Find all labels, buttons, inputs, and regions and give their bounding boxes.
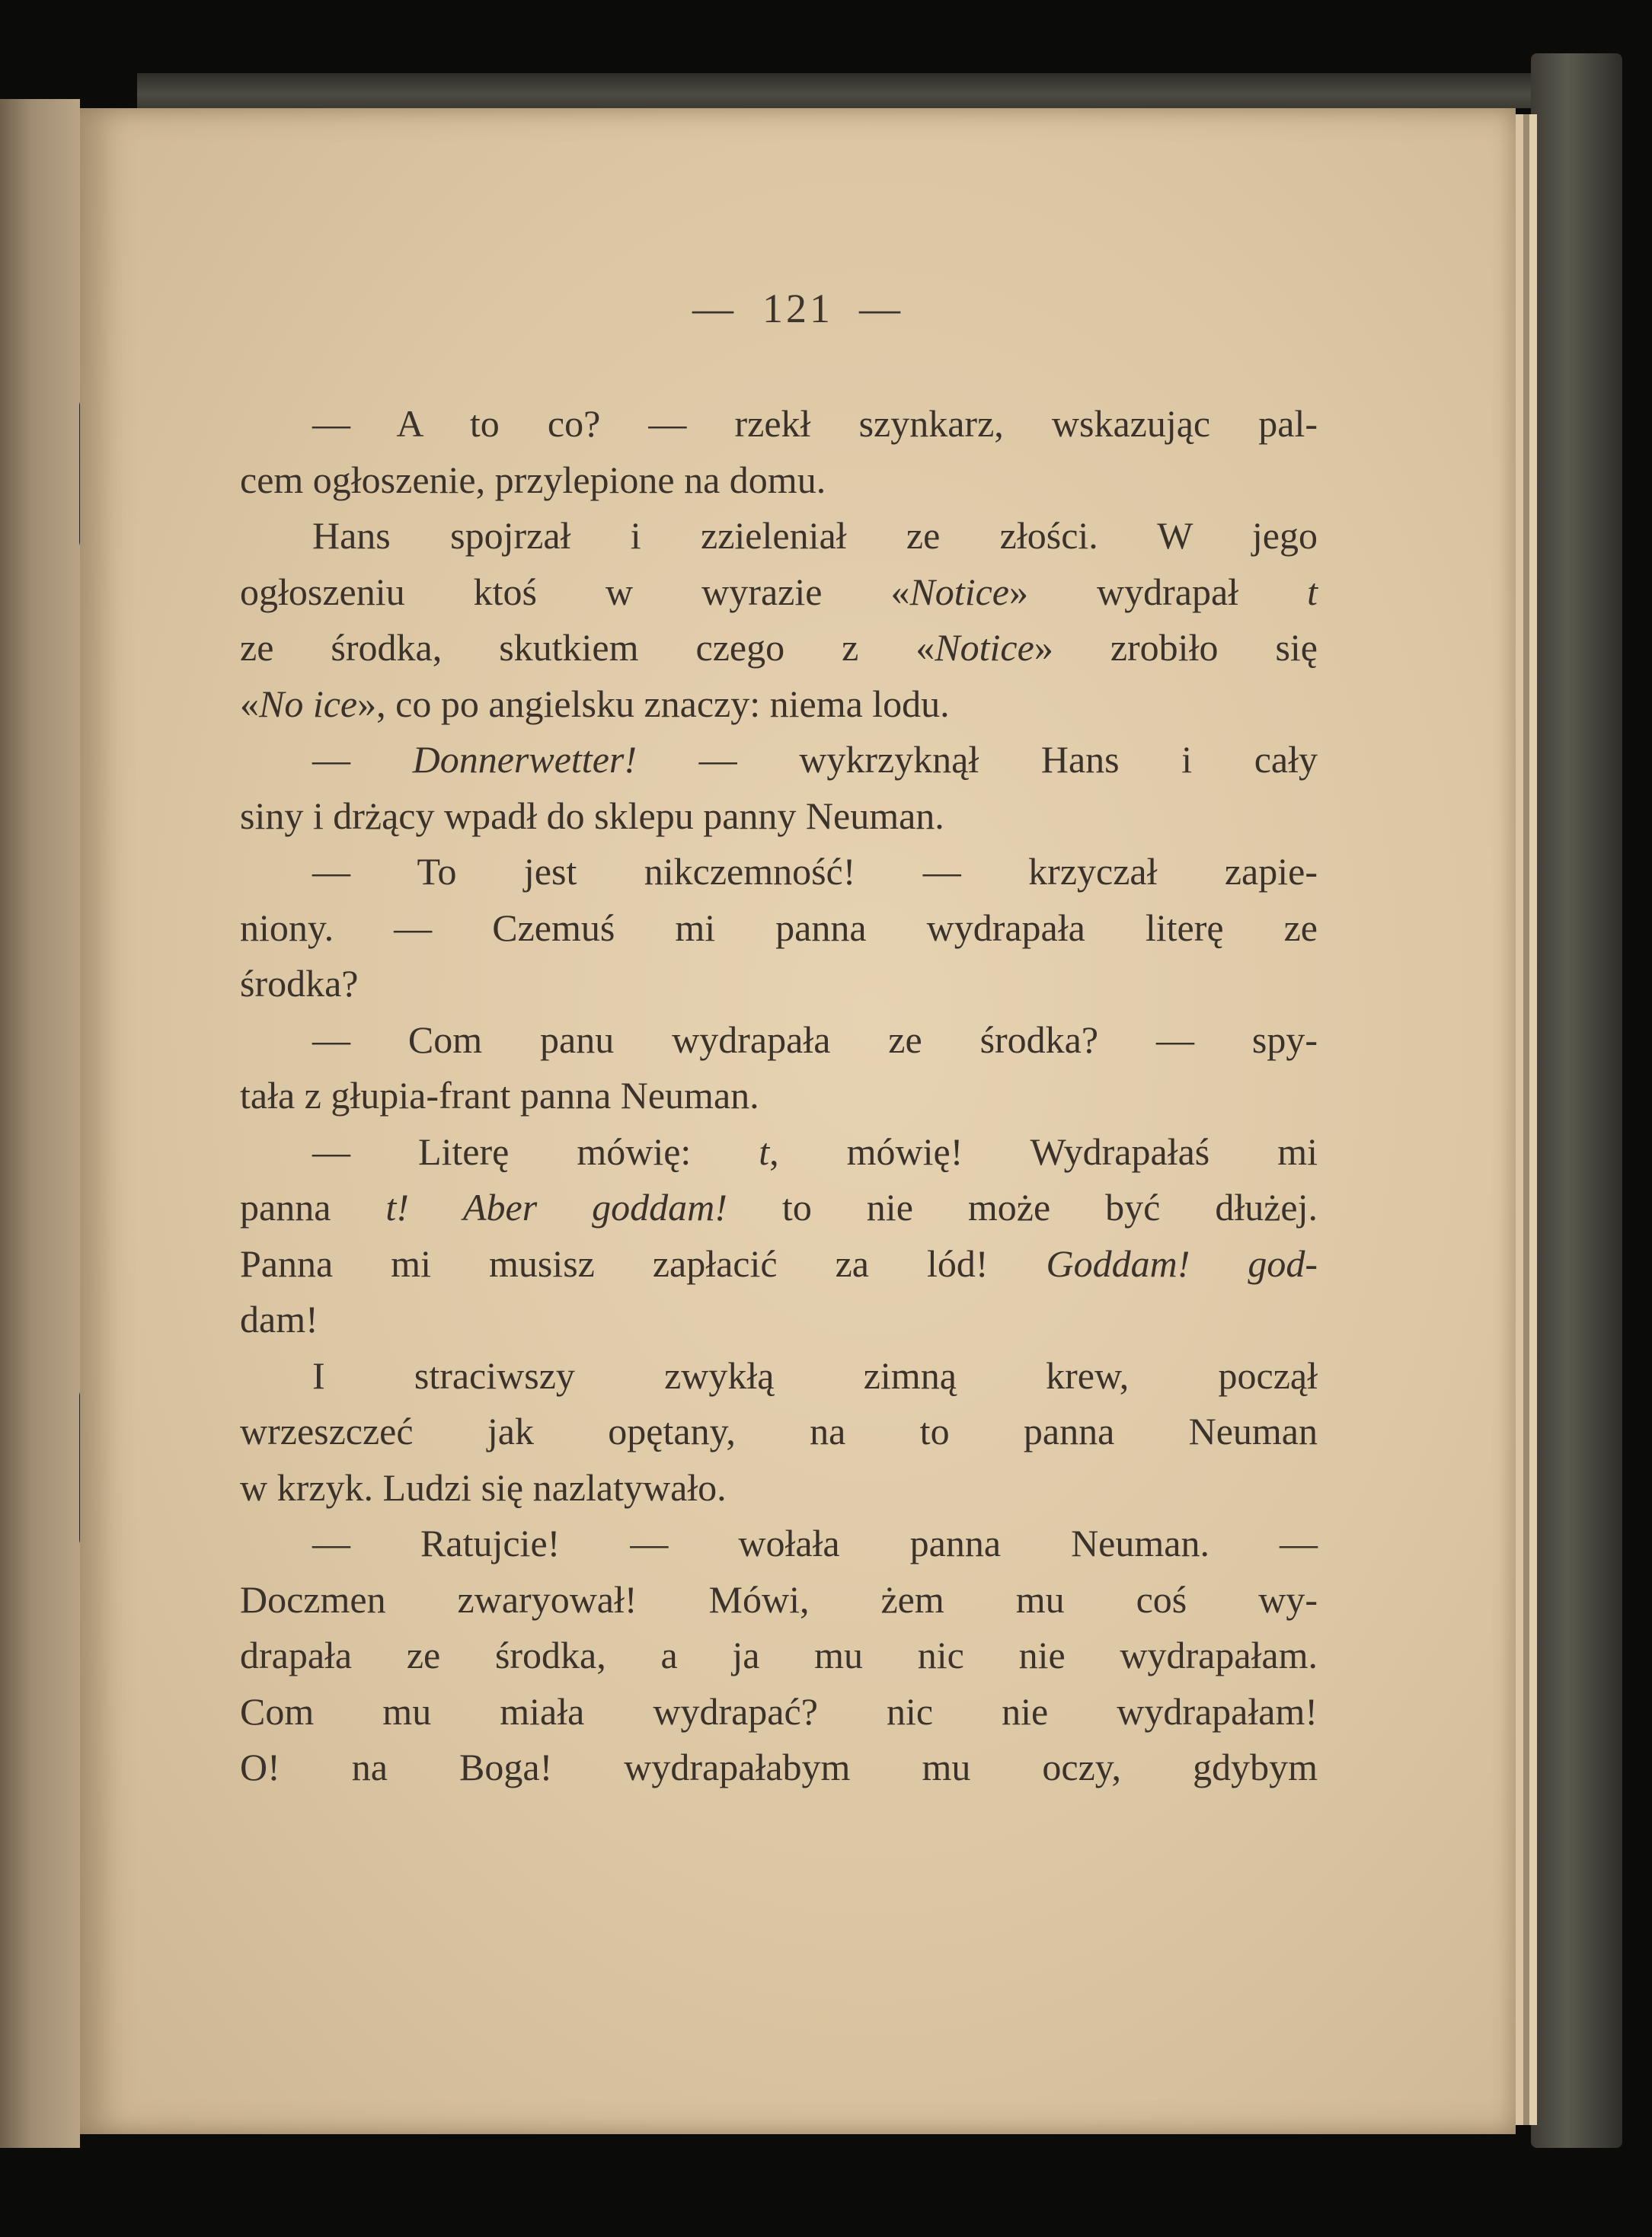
- text-run: — Ratujcie! — wołała panna Neuman. —: [312, 1522, 1318, 1564]
- text-line: [240, 956, 1318, 1012]
- text-run: — Com panu wydrapała ze środka? — spy-: [312, 1018, 1318, 1061]
- emphasized-text: Goddam! god-: [1046, 1242, 1318, 1285]
- text-line: [240, 1572, 1318, 1628]
- text-line: [240, 1180, 1318, 1236]
- text-line: [240, 1348, 1318, 1405]
- text-line: [240, 844, 1318, 900]
- text-run: » zrobiło się: [1034, 626, 1318, 669]
- text-run: » wydrapał: [1008, 570, 1308, 613]
- text-line: [240, 1236, 1318, 1293]
- book-cover-top-edge: [137, 73, 1584, 108]
- previous-page-edge: [0, 99, 80, 2148]
- text-line: [240, 1124, 1318, 1181]
- text-line: [240, 1404, 1318, 1460]
- text-run: dam!: [240, 1298, 318, 1341]
- text-run: , mówię! Wydrapałaś mi: [769, 1130, 1318, 1173]
- text-run: —: [312, 738, 413, 781]
- text-run: Com mu miała wydrapać? nic nie wydrapałam!: [240, 1689, 1318, 1733]
- page-number-dash-left: —: [692, 286, 737, 331]
- text-run: — A to co? — rzekł szynkarz, wskazując pal-: [312, 402, 1318, 445]
- text-line: [240, 1012, 1318, 1069]
- book-page: [80, 108, 1516, 2134]
- text-run: Panna mi musisz zapłacić za lód!: [240, 1242, 1046, 1285]
- text-run: wrzeszczeć jak opętany, na to panna Neuman: [240, 1410, 1318, 1452]
- text-line: [240, 788, 1318, 845]
- page-number-dash-right: —: [859, 286, 903, 331]
- text-run: — wykrzyknął Hans i cały: [637, 738, 1318, 781]
- text-line: [240, 676, 1318, 733]
- text-run: ogłoszeniu ktoś w wyrazie «: [240, 570, 910, 613]
- text-run: w krzyk. Ludzi się nazlatywało.: [240, 1465, 727, 1509]
- text-line: [240, 564, 1318, 621]
- emphasized-text: No ice: [259, 682, 358, 725]
- text-run: środka?: [240, 962, 359, 1005]
- text-run: Doczmen zwaryował! Mówi, żem mu coś wy-: [240, 1577, 1318, 1621]
- text-line: [240, 396, 1318, 452]
- text-run: — Literę mówię:: [312, 1130, 759, 1173]
- text-line: [240, 1516, 1318, 1572]
- text-run: niony. — Czemuś mi panna wydrapała literę ze: [240, 906, 1318, 949]
- emphasized-text: Donnerwetter!: [412, 738, 637, 781]
- text-run: tała z głupia-frant panna Neuman.: [240, 1074, 759, 1117]
- text-line: [240, 1740, 1318, 1796]
- page-number-value: 121: [762, 286, 833, 331]
- text-run: to nie może być dłużej.: [727, 1186, 1318, 1229]
- emphasized-text: t: [1307, 570, 1318, 613]
- text-run: I straciwszy zwykłą zimną krew, począł: [312, 1353, 1318, 1397]
- text-line: [240, 620, 1318, 676]
- emphasized-text: t: [759, 1130, 770, 1173]
- page-stack-edge: [1516, 114, 1523, 2125]
- text-run: ze środka, skutkiem czego z «: [240, 626, 935, 669]
- page-stack-edge: [1529, 114, 1537, 2125]
- text-line: [240, 508, 1318, 564]
- text-line: [240, 1292, 1318, 1348]
- text-run: », co po angielsku znaczy: niema lodu.: [357, 682, 950, 725]
- text-run: panna: [240, 1186, 386, 1229]
- text-line: [240, 1068, 1318, 1124]
- text-run: drapała ze środka, a ja mu nic nie wydrapałam.: [240, 1634, 1318, 1676]
- emphasized-text: Notice: [935, 626, 1034, 669]
- text-line: [240, 452, 1318, 509]
- page-number: [80, 285, 1516, 332]
- text-line: [240, 900, 1318, 957]
- text-run: cem ogłoszenie, przylepione na domu.: [240, 458, 826, 501]
- text-run: — To jest nikczemność! — krzyczał zapie-: [312, 850, 1318, 893]
- text-run: O! na Boga! wydrapałabym mu oczy, gdybym: [240, 1746, 1318, 1788]
- text-run: «: [240, 682, 259, 725]
- text-run: Hans spojrzał i zzieleniał ze złości. W jego: [312, 514, 1318, 557]
- body-text: [240, 396, 1318, 1796]
- text-line: [240, 732, 1318, 788]
- text-line: [240, 1628, 1318, 1684]
- text-run: siny i drżący wpadł do sklepu panny Neuman.: [240, 794, 944, 837]
- text-line: [240, 1460, 1318, 1516]
- book-cover-spine: [1531, 53, 1622, 2148]
- emphasized-text: t! Aber goddam!: [385, 1186, 727, 1229]
- text-line: [240, 1684, 1318, 1740]
- emphasized-text: Notice: [909, 570, 1009, 613]
